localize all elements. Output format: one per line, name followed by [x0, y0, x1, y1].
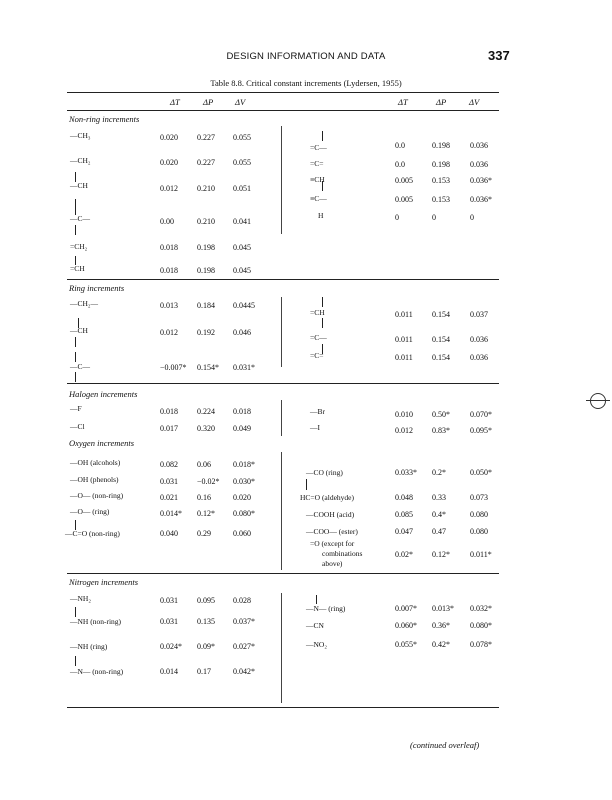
value-dV: 0.050* — [470, 468, 492, 477]
value-dT: 0.018 — [160, 407, 178, 416]
value-dP: 0.17 — [197, 667, 211, 676]
value-dV: 0.036 — [470, 335, 488, 344]
value-dV: 0.028 — [233, 596, 251, 605]
row-label: —O— (non-ring) — [70, 491, 124, 500]
value-dT: 0.0 — [395, 141, 405, 150]
col-header-dT-right: ΔT — [398, 97, 408, 107]
crop-mark-line — [586, 400, 610, 401]
row-label: —CH₂ — [70, 156, 91, 165]
bond-line — [322, 297, 323, 307]
value-dT: 0.0 — [395, 160, 405, 169]
value-dP: −0.02* — [197, 477, 220, 486]
row-label: ≡C— — [310, 194, 327, 203]
value-dT: 0.013 — [160, 301, 178, 310]
value-dP: 0.154 — [432, 353, 450, 362]
value-dP: 0.16 — [197, 493, 211, 502]
value-dT: 0.055* — [395, 640, 417, 649]
section-non-ring: Non-ring increments — [69, 114, 140, 124]
value-dV: 0.080 — [470, 510, 488, 519]
row-label: —N— (ring) — [306, 604, 346, 613]
value-dP: 0.42* — [432, 640, 450, 649]
row-label: —CH₂— — [70, 299, 99, 308]
column-divider — [281, 400, 282, 436]
value-dP: 0.198 — [197, 243, 215, 252]
value-dV: 0.031* — [233, 363, 255, 372]
value-dV: 0.020 — [233, 493, 251, 502]
value-dP: 0.154* — [197, 363, 219, 372]
value-dT: 0 — [395, 213, 399, 222]
value-dV: 0.036* — [470, 176, 492, 185]
value-dP: 0.210 — [197, 184, 215, 193]
value-dV: 0.037 — [470, 310, 488, 319]
value-dV: 0.036 — [470, 160, 488, 169]
row-label: =CH₂ — [70, 242, 88, 251]
row-label: —NH (non-ring) — [70, 617, 122, 626]
value-dT: 0.007* — [395, 604, 417, 613]
value-dV: 0.018 — [233, 407, 251, 416]
section-ring: Ring increments — [69, 283, 125, 293]
value-dV: 0.046 — [233, 328, 251, 337]
value-dP: 0.29 — [197, 529, 211, 538]
value-dP: 0.227 — [197, 158, 215, 167]
row-label: —COOH (acid) — [306, 510, 355, 519]
row-label: —OH (alcohols) — [70, 458, 121, 467]
row-label: —C— — [70, 214, 91, 223]
value-dT: 0.031 — [160, 596, 178, 605]
bond-line — [75, 352, 76, 362]
col-header-dP-right: ΔP — [436, 97, 447, 107]
value-dP: 0.154 — [432, 310, 450, 319]
value-dT: 0.047 — [395, 527, 413, 536]
value-dT: 0.010 — [395, 410, 413, 419]
value-dP: 0.224 — [197, 407, 215, 416]
table-caption: Table 8.8. Critical constant increments (Lydersen, 1955) — [210, 78, 402, 88]
value-dV: 0.018* — [233, 460, 255, 469]
value-dP: 0.154 — [432, 335, 450, 344]
col-header-dV-left: ΔV — [235, 97, 246, 107]
value-dP: 0.013* — [432, 604, 454, 613]
table-bottom-rule — [67, 707, 499, 708]
row-label: —OH (phenols) — [70, 475, 119, 484]
value-dP: 0.135 — [197, 617, 215, 626]
section-nitrogen: Nitrogen increments — [69, 577, 139, 587]
bond-line — [75, 520, 76, 530]
value-dV: 0.0445 — [233, 301, 255, 310]
value-dT: 0.011 — [395, 335, 413, 344]
bond-line — [78, 318, 79, 328]
value-dP: 0.153 — [432, 176, 450, 185]
row-label: —NH (ring) — [70, 642, 108, 651]
row-label: H — [318, 211, 324, 220]
value-dT: 0.005 — [395, 176, 413, 185]
value-dP: 0.12* — [432, 550, 450, 559]
column-divider — [281, 452, 282, 570]
row-label: =CH — [310, 308, 325, 317]
value-dP: 0.192 — [197, 328, 215, 337]
value-dV: 0.078* — [470, 640, 492, 649]
value-dV: 0.095* — [470, 426, 492, 435]
value-dP: 0.153 — [432, 195, 450, 204]
value-dT: 0.012 — [160, 328, 178, 337]
value-dT: 0.014 — [160, 667, 178, 676]
value-dT: 0.018 — [160, 266, 178, 275]
value-dP: 0.095 — [197, 596, 215, 605]
row-label: —O— (ring) — [70, 507, 110, 516]
row-label: —CN — [306, 621, 324, 630]
value-dP: 0.210 — [197, 217, 215, 226]
row-label: —I — [310, 423, 320, 432]
value-dT: 0.012 — [395, 426, 413, 435]
column-divider — [281, 297, 282, 367]
value-dP: 0.227 — [197, 133, 215, 142]
section-rule — [67, 279, 499, 280]
value-dT: 0.011 — [395, 353, 413, 362]
row-label: ≡CH — [310, 175, 325, 184]
value-dV: 0.042* — [233, 667, 255, 676]
row-label: —CH — [70, 181, 88, 190]
bond-line — [306, 479, 307, 490]
value-dT: 0.031 — [160, 617, 178, 626]
bond-line — [75, 225, 76, 235]
value-dT: 0.02* — [395, 550, 413, 559]
value-dV: 0.055 — [233, 158, 251, 167]
value-dT: 0.00 — [160, 217, 174, 226]
row-label: =O (except for — [310, 539, 355, 548]
bond-line — [75, 172, 76, 182]
value-dT: 0.012 — [160, 184, 178, 193]
col-header-dP-left: ΔP — [203, 97, 214, 107]
row-label: —CO (ring) — [306, 468, 343, 477]
value-dV: 0.036* — [470, 195, 492, 204]
value-dT: −0.007* — [160, 363, 187, 372]
row-label: above) — [322, 559, 343, 568]
section-rule — [67, 383, 499, 384]
value-dT: 0.082 — [160, 460, 178, 469]
row-label: —Br — [310, 407, 325, 416]
row-label: =C= — [310, 159, 324, 168]
row-label: combinations — [322, 549, 363, 558]
value-dT: 0.020 — [160, 158, 178, 167]
value-dT: 0.024* — [160, 642, 182, 651]
value-dP: 0.33 — [432, 493, 446, 502]
bond-line — [322, 318, 323, 328]
value-dT: 0.085 — [395, 510, 413, 519]
bond-line — [316, 595, 317, 604]
value-dV: 0 — [470, 213, 474, 222]
value-dT: 0.033* — [395, 468, 417, 477]
value-dT: 0.011 — [395, 310, 413, 319]
value-dP: 0.4* — [432, 510, 446, 519]
bond-line — [75, 337, 76, 347]
row-label: —C=O (non-ring) — [65, 529, 120, 538]
value-dT: 0.048 — [395, 493, 413, 502]
row-label: —NO₂ — [306, 640, 327, 649]
row-label: =C— — [310, 143, 327, 152]
page-number: 337 — [488, 48, 510, 63]
value-dP: 0.50* — [432, 410, 450, 419]
value-dP: 0.198 — [432, 160, 450, 169]
row-label: —CH — [70, 326, 88, 335]
bond-line — [75, 205, 76, 215]
col-header-dT-left: ΔT — [170, 97, 180, 107]
value-dP: 0.198 — [197, 266, 215, 275]
continued-note: (continued overleaf) — [410, 740, 480, 750]
value-dV: 0.080* — [233, 509, 255, 518]
value-dT: 0.040 — [160, 529, 178, 538]
row-label: —NH₂ — [70, 594, 91, 603]
bond-line — [322, 131, 323, 141]
column-divider — [281, 126, 282, 234]
value-dV: 0.073 — [470, 493, 488, 502]
value-dP: 0.47 — [432, 527, 446, 536]
value-dV: 0.041 — [233, 217, 251, 226]
section-rule — [67, 573, 499, 574]
header-bottom-rule — [67, 110, 499, 111]
value-dV: 0.060 — [233, 529, 251, 538]
bond-line — [322, 344, 323, 354]
value-dV: 0.011* — [470, 550, 492, 559]
value-dV: 0.055 — [233, 133, 251, 142]
column-divider — [281, 593, 282, 703]
bond-line — [322, 181, 323, 191]
value-dP: 0.320 — [197, 424, 215, 433]
row-label: =C= — [310, 351, 324, 360]
value-dP: 0.09* — [197, 642, 215, 651]
row-label: —COO— (ester) — [306, 527, 358, 536]
value-dP: 0.12* — [197, 509, 215, 518]
value-dT: 0.017 — [160, 424, 178, 433]
value-dV: 0.036 — [470, 141, 488, 150]
value-dT: 0.021 — [160, 493, 178, 502]
value-dP: 0.83* — [432, 426, 450, 435]
value-dP: 0.36* — [432, 621, 450, 630]
row-label: =C— — [310, 333, 327, 342]
row-label: HC=O (aldehyde) — [300, 493, 355, 502]
value-dT: 0.018 — [160, 243, 178, 252]
value-dT: 0.060* — [395, 621, 417, 630]
row-label: —CH₃ — [70, 131, 91, 140]
value-dV: 0.070* — [470, 410, 492, 419]
value-dT: 0.005 — [395, 195, 413, 204]
value-dV: 0.036 — [470, 353, 488, 362]
value-dT: 0.020 — [160, 133, 178, 142]
value-dV: 0.045 — [233, 243, 251, 252]
value-dT: 0.031 — [160, 477, 178, 486]
value-dT: 0.014* — [160, 509, 182, 518]
crop-mark-icon — [590, 393, 606, 409]
bond-line — [75, 256, 76, 265]
table-top-rule — [67, 92, 499, 93]
section-halogen: Halogen increments — [69, 389, 138, 399]
value-dP: 0.2* — [432, 468, 446, 477]
row-label: =CH — [70, 264, 85, 273]
row-label: —Cl — [70, 422, 85, 431]
value-dV: 0.080 — [470, 527, 488, 536]
running-header: DESIGN INFORMATION AND DATA — [226, 51, 386, 62]
value-dV: 0.049 — [233, 424, 251, 433]
bond-line — [75, 656, 76, 666]
bond-line — [75, 372, 76, 382]
col-header-dV-right: ΔV — [469, 97, 480, 107]
section-oxygen: Oxygen increments — [69, 438, 135, 448]
bond-line — [75, 607, 76, 617]
value-dV: 0.080* — [470, 621, 492, 630]
value-dP: 0.198 — [432, 141, 450, 150]
value-dV: 0.027* — [233, 642, 255, 651]
value-dV: 0.032* — [470, 604, 492, 613]
value-dP: 0.184 — [197, 301, 215, 310]
row-label: —C— — [70, 362, 91, 371]
row-label: —N— (non-ring) — [70, 667, 124, 676]
value-dP: 0.06 — [197, 460, 211, 469]
value-dV: 0.051 — [233, 184, 251, 193]
value-dV: 0.030* — [233, 477, 255, 486]
value-dP: 0 — [432, 213, 436, 222]
value-dV: 0.045 — [233, 266, 251, 275]
row-label: —F — [70, 404, 82, 413]
value-dV: 0.037* — [233, 617, 255, 626]
